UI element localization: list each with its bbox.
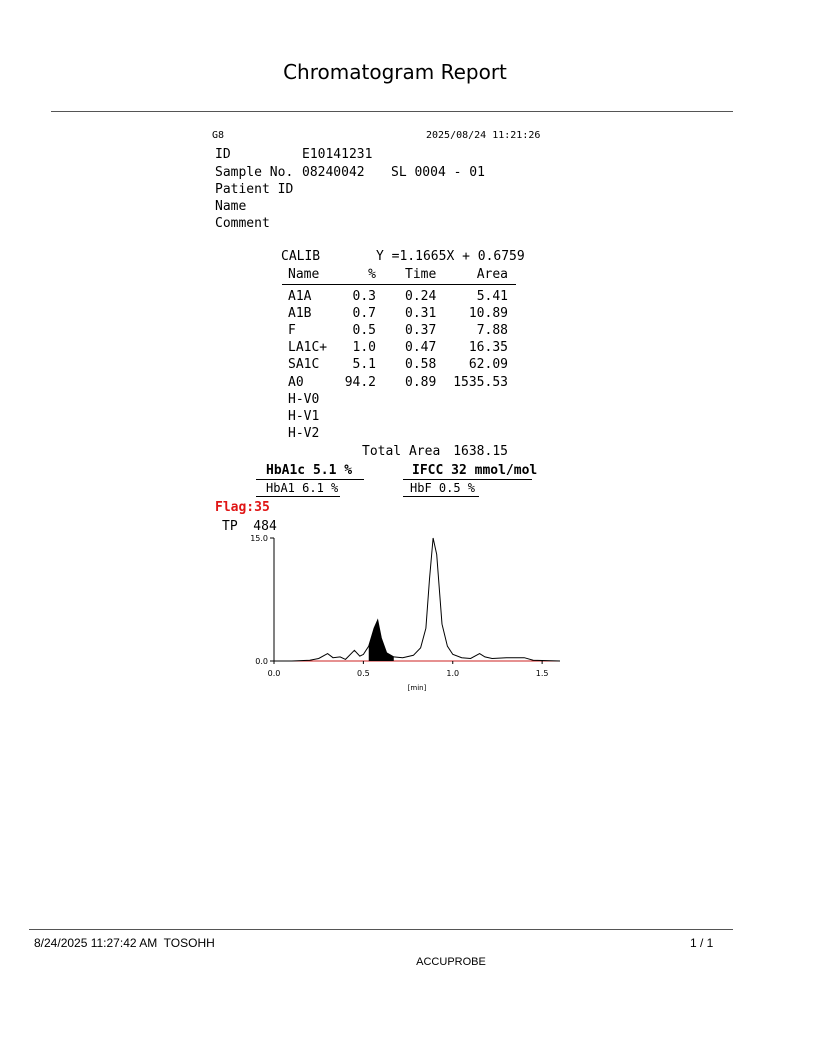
table-cell: A1A (288, 289, 312, 304)
footer-print-info: 8/24/2025 11:27:42 AM TOSOHH (34, 936, 215, 950)
hbf-result: HbF 0.5 % (410, 481, 476, 495)
ifcc-result: IFCC 32 mmol/mol (412, 463, 538, 478)
table-cell: H-V2 (288, 425, 320, 441)
hba1-underline (256, 496, 340, 497)
sl-value: SL 0004 - 01 (391, 165, 485, 180)
sample-label: Sample No. (215, 165, 294, 180)
hba1c-result: HbA1c 5.1 % (266, 463, 353, 478)
x-tick-label: 0.0 (267, 669, 281, 678)
table-cell: F (288, 323, 296, 339)
table-cell: 94.2 (344, 374, 376, 390)
table-cell: 10.89 (468, 306, 508, 322)
table-cell: SA1C (288, 357, 320, 373)
table-cell: LA1C+ (288, 340, 328, 356)
calib-label: CALIB (281, 249, 321, 264)
id-label: ID (215, 147, 231, 162)
tp-value: TP 484 (222, 519, 277, 534)
hbf-underline (403, 496, 479, 497)
x-tick-label: 1.5 (535, 669, 549, 678)
column-header: % (368, 267, 376, 282)
hba1c-underline (256, 479, 364, 480)
footer-center-label: ACCUPROBE (416, 956, 486, 968)
footer-divider (29, 929, 733, 930)
table-cell: 0.37 (405, 323, 437, 339)
table-cell: 7.88 (476, 323, 508, 339)
table-cell: 0.5 (352, 323, 376, 339)
calib-equation: Y =1.1665X + 0.6759 (376, 249, 525, 264)
table-cell: 0.24 (405, 289, 437, 304)
table-cell: 5.41 (476, 289, 508, 304)
table-cell: 0.47 (405, 340, 437, 356)
hba1-result: HbA1 6.1 % (266, 481, 339, 495)
column-header: Name (288, 267, 320, 282)
title-divider (51, 111, 733, 112)
total-area-value: 1638.15 (453, 444, 508, 459)
report-datetime: 2025/08/24 11:21:26 (426, 130, 541, 141)
footer-page-number: 1 / 1 (690, 936, 714, 950)
table-cell: H-V0 (288, 391, 320, 407)
patient-id-label: Patient ID (215, 182, 294, 197)
table-cell: A1B (288, 306, 312, 322)
column-header: Time (405, 267, 437, 282)
x-axis-label: [min] (407, 684, 427, 692)
page-title: Chromatogram Report (283, 60, 507, 84)
column-header: Area (476, 267, 508, 282)
table-cell: A0 (288, 374, 304, 390)
x-tick-label: 1.0 (446, 669, 460, 678)
table-cell: 1535.53 (453, 374, 508, 390)
x-tick-label: 0.5 (357, 669, 370, 678)
name-label: Name (215, 199, 247, 214)
table-cell: 0.3 (352, 289, 376, 304)
table-cell: 0.58 (405, 357, 437, 373)
chromatogram-chart (240, 530, 570, 695)
table-cell: 0.7 (352, 306, 376, 322)
flag-indicator: Flag:35 (215, 500, 270, 515)
table-cell: 1.0 (352, 340, 376, 356)
total-area-label: Total Area (362, 444, 441, 459)
y-tick-label: 15.0 (250, 534, 268, 543)
comment-label: Comment (215, 216, 270, 231)
table-cell: 16.35 (468, 340, 508, 356)
ifcc-underline (403, 479, 532, 480)
table-header-rule (282, 284, 516, 285)
instrument-label: G8 (212, 130, 225, 141)
y-tick-label: 0.0 (255, 657, 268, 666)
chromatogram-trace (274, 538, 560, 661)
sample-value: 08240042 (302, 165, 365, 180)
id-value: E10141231 (302, 147, 373, 162)
table-cell: 0.31 (405, 306, 437, 322)
table-cell: H-V1 (288, 408, 320, 424)
table-cell: 62.09 (468, 357, 508, 373)
table-cell: 5.1 (352, 357, 376, 373)
table-cell: 0.89 (405, 374, 437, 390)
